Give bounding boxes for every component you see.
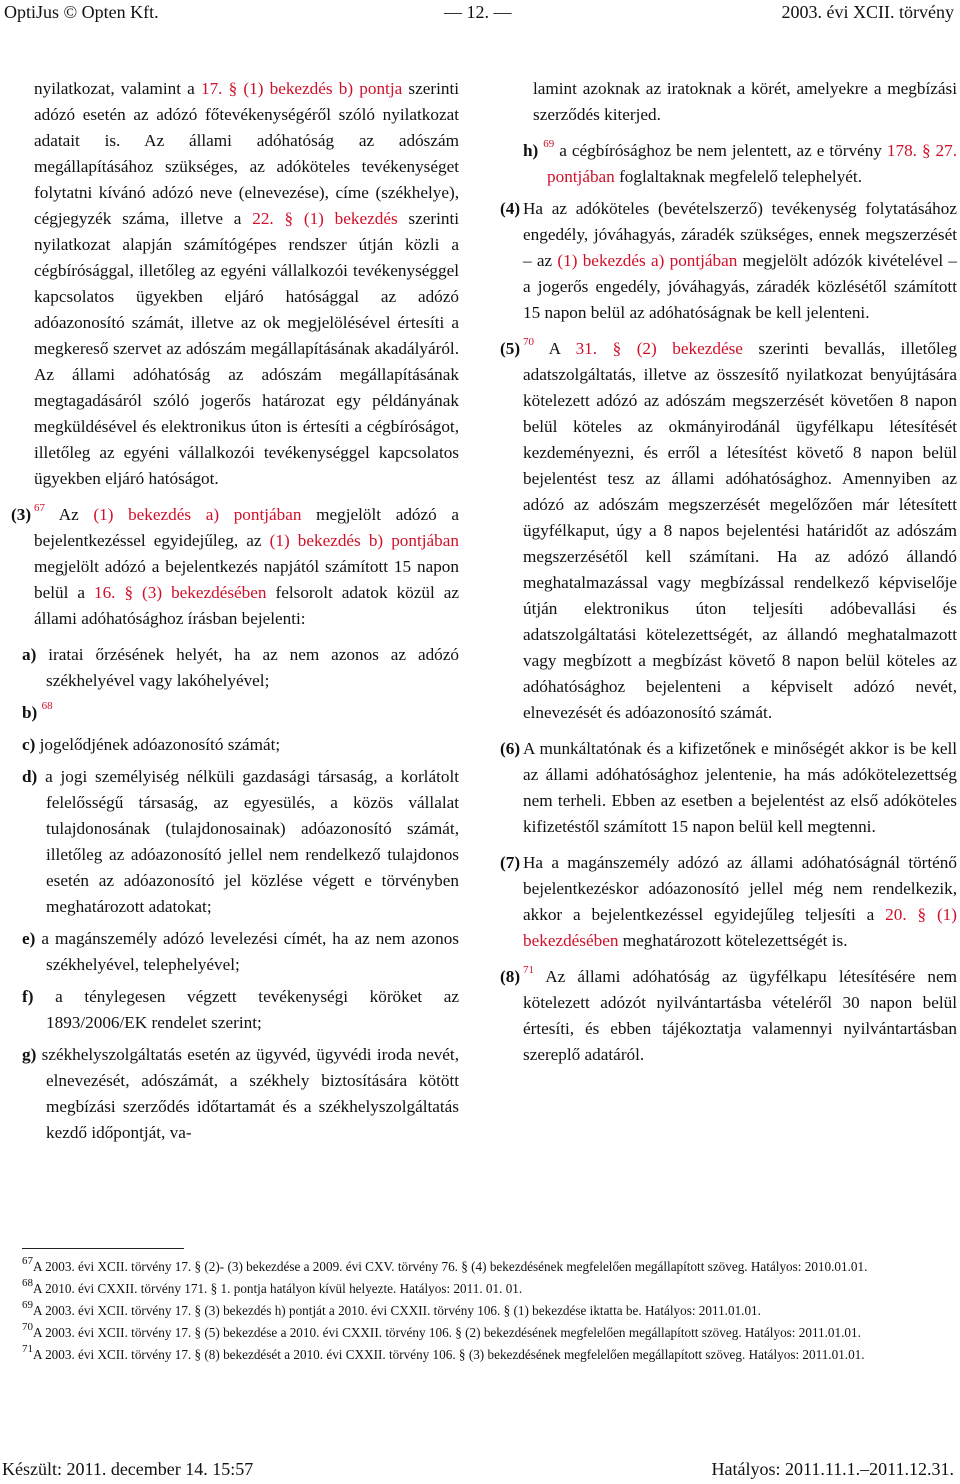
item-label: a) bbox=[22, 645, 37, 664]
text: megjelölt adózók kivételével – a jogerős engedély, jóváhagyás, záradék közlésétől számított 15 napon belül az adóhatóságnak be kell jelenteni. bbox=[523, 251, 958, 322]
paragraph-label: (7) bbox=[500, 853, 521, 872]
text: megjelölt adózó a bejelentkezéssel egyidejűleg, az bbox=[34, 505, 460, 550]
footnote-71 bbox=[2, 1344, 956, 1366]
law-reference-link[interactable]: 178. § 27. pontjában bbox=[547, 141, 958, 186]
footnote-text: A 2003. évi XCII. törvény 17. § (2)- (3) bekezdése a 2009. évi CXV. törvény 76. § (4) bekezdésének megfelelően megállapított szöveg. Hatályos: 2010.01.01. bbox=[33, 1259, 868, 1274]
footnotes bbox=[2, 1256, 956, 1366]
paragraph-label: (6) bbox=[500, 739, 521, 758]
footnote-number: 71 bbox=[22, 1342, 33, 1355]
footnote-divider bbox=[22, 1248, 184, 1249]
item-text: a cégbírósághoz be nem jelentett, az e törvény bbox=[559, 141, 882, 160]
list-item-a bbox=[22, 642, 459, 694]
footer-validity-range: Hatályos: 2011.11.1.–2011.12.31. bbox=[711, 1459, 954, 1479]
footnote-text: A 2003. évi XCII. törvény 17. § (5) bekezdése a 2010. évi CXXII. törvény 106. § (2) bekezdésének megfelelően megállapított szöveg. Hatályos: 2011.01.01. bbox=[33, 1325, 861, 1340]
law-reference-link[interactable]: 31. § (2) bekezdése bbox=[575, 339, 743, 358]
item-label: e) bbox=[22, 929, 36, 948]
list-item-b bbox=[22, 700, 459, 726]
paragraph-2-continuation bbox=[22, 76, 459, 492]
item-label: h) bbox=[523, 141, 539, 160]
law-reference-link[interactable]: 17. § (1) bekezdés b) pontja bbox=[200, 79, 403, 98]
item-label: d) bbox=[22, 767, 38, 786]
paragraph-label: (3) bbox=[11, 505, 32, 524]
footnote-text: A 2003. évi XCII. törvény 17. § (3) bekezdés h) pontját a 2010. évi CXXII. törvény 106. § (1) bekezdése iktatta be. Hatályos: 2011.01.01. bbox=[33, 1303, 761, 1318]
paragraph-label: (8) bbox=[500, 967, 521, 986]
text: szerinti bevallás, illetőleg adatszolgáltatás, illetve az összesítő nyilatkozat benyújtására kötelezett adózó az adószám megszerzését követően 8 napon belül köteles az okmányirodánál ügyfélkapu létesítését kezdeményezni, és erről a létesítést követő 8 napon belül bejelentést tesz az állami adóhatósághoz. Amennyiben az adózó az adószám megszerzését megelőzően már létesített ügyfélkaput, úgy a 8 napos bejelentési határidőt az adószám megszerzésétől kell számítani. Ha az adózó állandó meghatalmazással vagy megbízással rendelkező képviselője útján elektronikus úton teljesíti adóbevallási és adatszolgáltatási kötelezettségét, az állandó meghatalmazott vagy megbízott a megbízást követő 8 napon belül köteles az adóhatósághoz bejelenteni a képviselt adózó nevét, elnevezését és adóazonosító számát. bbox=[523, 339, 957, 722]
paragraph-7 bbox=[500, 850, 958, 954]
paragraph-label: (4) bbox=[500, 199, 521, 218]
list-item-f bbox=[22, 984, 459, 1036]
paragraph-4 bbox=[500, 196, 958, 326]
item-label: f) bbox=[22, 987, 34, 1006]
law-reference-link[interactable]: 16. § (3) bekezdésében bbox=[93, 583, 267, 602]
footnote-number: 69 bbox=[22, 1298, 33, 1311]
paragraph-label: (5) bbox=[500, 339, 521, 358]
footnote-ref-67[interactable]: 67 bbox=[34, 502, 45, 515]
law-reference-link[interactable]: 22. § (1) bekezdés bbox=[252, 209, 398, 228]
text: Ha a magánszemély adózó az állami adóhatóságnál történő bejelentkezéskor adóazonosító jellel még nem rendelkezik, akkor a bejelentkezéssel egyidejűleg teljesíti a bbox=[523, 853, 957, 924]
footnote-ref-69[interactable]: 69 bbox=[543, 138, 555, 151]
text: Az bbox=[58, 505, 79, 524]
law-reference-link[interactable]: (1) bekezdés b) pontjában bbox=[269, 531, 459, 550]
law-reference-link[interactable]: (1) bekezdés a) pontjában bbox=[93, 505, 302, 524]
page-footer bbox=[2, 1454, 954, 1480]
text: lamint azoknak az iratoknak a körét, amelyekre a megbízási szerződés kiterjed. bbox=[533, 79, 957, 124]
text: szerinti nyilatkozat alapján számítógépes rendszer útján közli a cégbírósággal, illetőleg az egyéni vállalkozói tevékenységgel kapcsolatos ügyekben eljáró hatósággal az adózó adóazonosító számát, illetve az ok megjelölésével értesíti a megkereső szervet az adószám megállapításának akadályáról. Az állami adóhatóság az adószám megállapításának megtagadásáról szóló jogerős határozat egy példányának megküldésével és elektronikus úton is értesíti a cégbíróságot, illetőleg az egyéni vállalkozói tevékenységgel kapcsolatos ügyekben eljáró hatóságot. bbox=[34, 209, 460, 488]
item-text: foglaltaknak megfelelő telephelyét. bbox=[619, 167, 862, 186]
item-text: a ténylegesen végzett tevékenységi köröket az 1893/2006/EK rendelet szerint; bbox=[46, 987, 460, 1032]
list-item-h bbox=[511, 138, 957, 190]
header-publisher: OptiJus © Opten Kft. bbox=[4, 2, 159, 22]
item-label: b) bbox=[22, 703, 38, 722]
footnote-70 bbox=[2, 1322, 956, 1344]
footnote-ref-68[interactable]: 68 bbox=[41, 700, 53, 713]
list-item-c bbox=[22, 732, 459, 758]
text: Az állami adóhatóság az ügyfélkapu létesítésére nem kötelezett adózót nyilvántartásba vételéről 30 napon belül értesíti, és ebben tájékoztatja valamennyi nyilvántartásban szereplő adatáról. bbox=[523, 967, 957, 1064]
text: felsorolt adatok közül az állami adóhatósághoz írásban bejelenti: bbox=[34, 583, 459, 628]
item-text: székhelyszolgáltatás esetén az ügyvéd, ügyvédi iroda nevét, elnevezését, adószámát, a székhely biztosítására kötött megbízási szerződés időtartamát és a székhelyszolgáltatás kezdő időpontját, va- bbox=[41, 1045, 459, 1142]
footnote-ref-71[interactable]: 71 bbox=[523, 964, 534, 977]
paragraph-6 bbox=[500, 736, 957, 840]
law-reference-link[interactable]: (1) bekezdés a) pontjában bbox=[557, 251, 738, 270]
item-label: g) bbox=[22, 1045, 37, 1064]
footnote-68 bbox=[2, 1278, 956, 1300]
item-text: iratai őrzésének helyét, ha az nem azonos az adózó székhelyével vagy lakóhelyével; bbox=[46, 645, 459, 690]
list-item-g bbox=[22, 1042, 459, 1146]
text: Ha az adóköteles (bevételszerző) tevékenység folytatásához engedély, jóváhagyás, záradék szükséges, ennek megszerzését – az bbox=[523, 199, 957, 270]
item-text: a jogi személyiség nélküli gazdasági társaság, a korlátolt felelősségű társaság, az egyesülés, a közös vállalat tulajdonosának (tulajdonosainak) adóazonosító számát, illetőleg az adóazonosító jellel nem rendelkező tulajdonos esetén az adóazonosító jel közlése végett e törvényben meghatározott adatokat; bbox=[45, 767, 459, 916]
text: meghatározott kötelezettségét is. bbox=[622, 931, 848, 950]
right-column bbox=[500, 76, 958, 1078]
item-label: c) bbox=[22, 735, 36, 754]
text: szerinti adózó esetén az adózó főtevékenységéről szóló nyilatkozat adatait is. Az állami adóhatóság az adószám megállapításához szükséges, az adóköteles tevékenységet folytatni kívánó adózó neve (elnevezése), címe (székhelye), cégjegyzék száma, illetve a bbox=[34, 79, 460, 228]
header-page-number: — 12. — bbox=[444, 2, 512, 22]
footer-created-date: Készült: 2011. december 14. 15:57 bbox=[2, 1459, 254, 1479]
left-column bbox=[11, 76, 460, 1152]
footnote-number: 70 bbox=[22, 1320, 33, 1333]
text: A bbox=[548, 339, 561, 358]
footnote-number: 68 bbox=[22, 1276, 33, 1289]
item-text: a magánszemély adózó levelezési címét, ha az nem azonos székhelyével, telephelyével; bbox=[41, 929, 459, 974]
footnote-number: 67 bbox=[22, 1254, 33, 1267]
paragraph-5 bbox=[500, 336, 957, 726]
item-text: jogelődjének adóazonosító számát; bbox=[39, 735, 281, 754]
footnote-text: A 2010. évi CXXII. törvény 171. § 1. pontja hatályon kívül helyezte. Hatályos: 2011. 01. 01. bbox=[33, 1281, 523, 1296]
footnote-69 bbox=[2, 1300, 956, 1322]
header-law-title: 2003. évi XCII. törvény bbox=[781, 2, 954, 22]
footnote-ref-70[interactable]: 70 bbox=[523, 336, 534, 349]
list-item-d bbox=[22, 764, 459, 920]
footnote-text: A 2003. évi XCII. törvény 17. § (8) bekezdését a 2010. évi CXXII. törvény 106. § (3) bekezdésének megfelelően megállapított szöveg. Hatályos: 2011.01.01. bbox=[33, 1347, 865, 1362]
text: nyilatkozat, valamint a bbox=[34, 79, 195, 98]
paragraph-3 bbox=[11, 502, 460, 632]
footnote-67 bbox=[2, 1256, 956, 1278]
list-item-e bbox=[22, 926, 459, 978]
page-header bbox=[4, 2, 954, 28]
law-reference-link[interactable]: 20. § (1) bekezdésében bbox=[523, 905, 958, 950]
text: megjelölt adózó a bejelentkezés napjától számított 15 napon belül a bbox=[34, 557, 459, 602]
paragraph-8 bbox=[500, 964, 957, 1068]
list-item-g-continuation bbox=[511, 76, 957, 128]
text: A munkáltatónak és a kifizetőnek e minőségét akkor is be kell az állami adóhatósághoz jelentenie, ha más adókötelezettség nem terheli. Ebben az esetben a bejelentést az első adóköteles kifizetéstől számított 15 napon belül kell megtenni. bbox=[523, 739, 957, 836]
